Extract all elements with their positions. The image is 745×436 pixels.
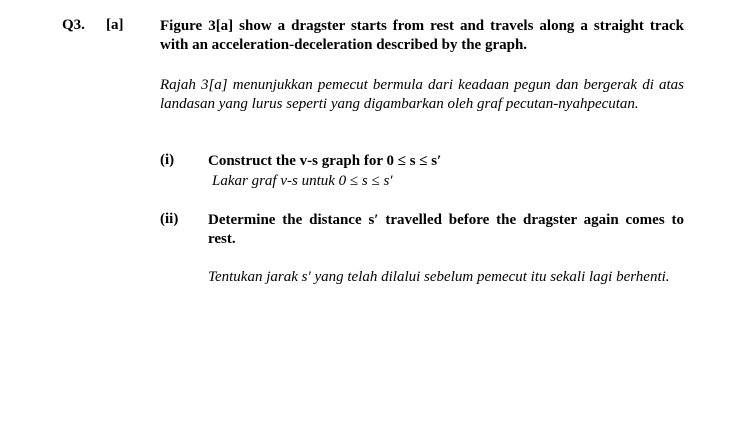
subpart-i-malay: Lakar graf v-s untuk 0 ≤ s ≤ s′ (212, 173, 393, 189)
question-intro-malay: Rajah 3[a] menunjukkan pemecut bermula dari keadaan pegun dan bergerak di atas landasan yang lurus seperti yang digambarkan oleh graf pecutan-nyahpecutan. (160, 77, 684, 112)
question-intro-english: Figure 3[a] show a dragster starts from rest and travels along a straight track with an acceleration-deceleration described by the graph. (160, 18, 684, 53)
subpart-i-english: Construct the v-s graph for 0 ≤ s ≤ s′ (208, 153, 442, 169)
subpart-ii-malay: Tentukan jarak s′ yang telah dilalui sebelum pemecut itu sekali lagi berhenti. (208, 269, 670, 285)
subpart-label-ii: (ii) (160, 211, 179, 227)
subpart-label-i: (i) (160, 152, 175, 168)
question-part-label: [a] (106, 17, 124, 33)
subpart-ii-english: Determine the distance s′ travelled before the dragster again comes to rest. (208, 212, 684, 247)
question-number: Q3. (62, 17, 85, 33)
